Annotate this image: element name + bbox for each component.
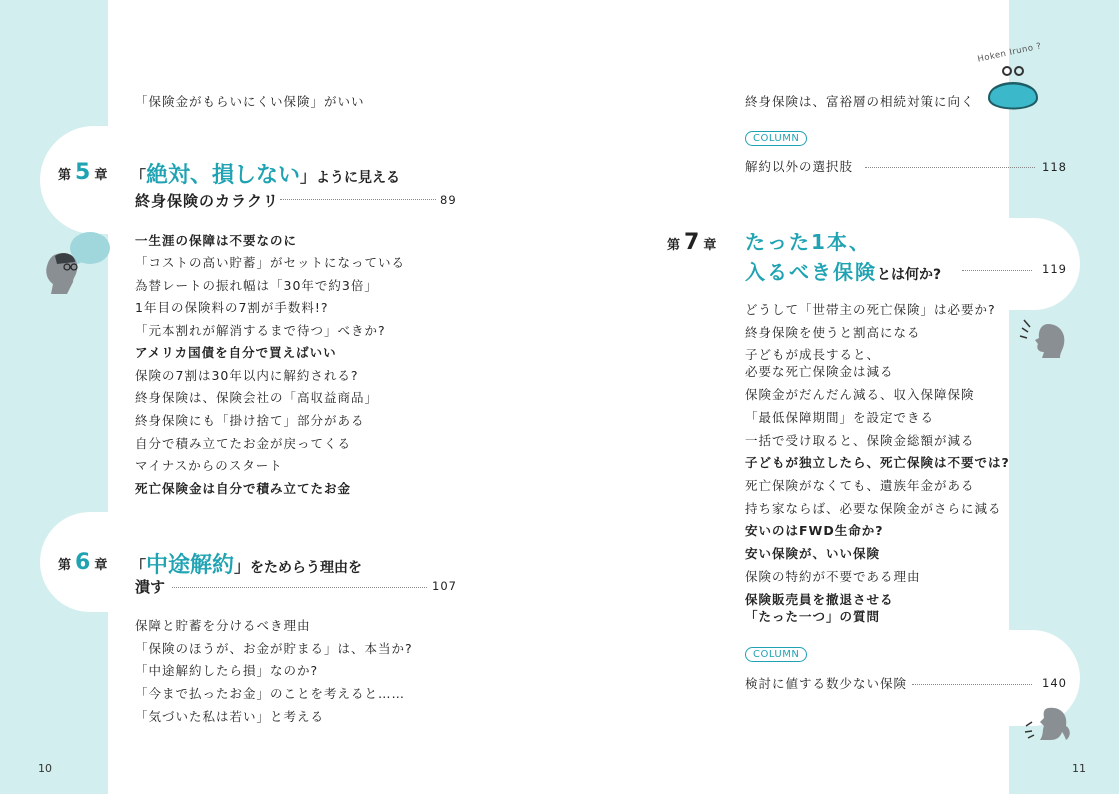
toc-item: 死亡保険金は自分で積み立てたお金 — [135, 481, 352, 496]
column1-title: 解約以外の選択肢 — [745, 159, 854, 174]
toc-item: 必要な死亡保険金は減る — [745, 364, 894, 379]
toc-item: 保険金がだんだん減る、収入保障保険 — [745, 387, 975, 402]
right-top-line: 終身保険は、富裕層の相続対策に向く — [745, 94, 975, 109]
chapter-number: 5 — [75, 160, 91, 185]
title-highlight: 絶対、損しない — [146, 163, 301, 188]
chapter7-label — [667, 230, 716, 255]
leader-dots — [912, 684, 1032, 685]
chapter-number: 6 — [75, 550, 91, 575]
title-rest: をためらう理由を — [250, 560, 363, 576]
title-quote-open: 「 — [130, 557, 147, 576]
column2-page: 140 — [1042, 676, 1067, 690]
toc-item: 保障と貯蓄を分けるべき理由 — [135, 618, 311, 633]
chapter-number: 7 — [684, 230, 700, 255]
chapter-label-pre: 第 — [58, 168, 72, 183]
toc-item: 安い保険が、いい保険 — [745, 546, 881, 561]
chapter7-title-line1: たった1本、 — [745, 230, 871, 254]
toc-item: 終身保険は、保険会社の「高収益商品」 — [135, 390, 379, 405]
logo-text: Hoken Iruno ? — [976, 41, 1043, 65]
title-quote-close: 」 — [234, 557, 251, 576]
toc-item: 安いのはFWD生命か? — [745, 523, 884, 538]
chapter-label-pre: 第 — [667, 238, 681, 253]
toc-item: 為替レートの振れ幅は「30年で約3倍」 — [135, 278, 378, 293]
chapter-label-post: 章 — [94, 168, 108, 183]
toc-item: 保険販売員を撤退させる — [745, 592, 894, 607]
toc-item: 子どもが独立したら、死亡保険は不要では? — [745, 455, 1010, 470]
person-ponytail-icon — [1022, 700, 1072, 746]
chapter6-page: 107 — [432, 579, 457, 593]
toc-item: 「今まで払ったお金」のことを考えると…… — [135, 686, 406, 701]
title-rest: ように見える — [316, 170, 401, 186]
title-quote-close: 」 — [300, 167, 317, 186]
chapter6-title — [130, 548, 362, 579]
toc-item: 「保険のほうが、お金が貯まる」は、本当か? — [135, 641, 413, 656]
leader-dots — [280, 199, 436, 200]
toc-item: 保険の特約が不要である理由 — [745, 569, 921, 584]
column1-page: 118 — [1042, 160, 1067, 174]
leader-dots — [865, 167, 1035, 168]
title-quote-open: 「 — [130, 167, 147, 186]
chapter7-title-line2 — [745, 256, 941, 285]
toc-item: 「コストの高い貯蓄」がセットになっている — [135, 255, 406, 270]
toc-item: 死亡保険がなくても、遺族年金がある — [745, 478, 975, 493]
toc-item: 「最低保障期間」を設定できる — [745, 410, 935, 425]
toc-item: 保険の7割は30年以内に解約される? — [135, 368, 359, 383]
leader-dots — [172, 587, 427, 588]
chapter6-label — [58, 550, 107, 575]
purse-icon — [985, 62, 1041, 116]
chapter7-page: 119 — [1042, 262, 1067, 276]
left-page-number: 10 — [38, 762, 52, 775]
chapter5-title-line2: 終身保険のカラクリ — [135, 192, 280, 210]
toc-item: アメリカ国債を自分で買えばいい — [135, 345, 337, 360]
column-badge: COLUMN — [745, 647, 807, 662]
toc-item: 自分で積み立てたお金が戻ってくる — [135, 436, 352, 451]
toc-item: どうして「世帯主の死亡保険」は必要か? — [745, 302, 996, 317]
toc-item: 終身保険にも「掛け捨て」部分がある — [135, 413, 365, 428]
chapter5-label — [58, 160, 107, 185]
toc-item: 1年目の保険料の7割が手数料!? — [135, 300, 329, 315]
title-rest: とは何か? — [877, 267, 942, 283]
column2-title: 検討に値する数少ない保険 — [745, 676, 908, 691]
toc-item: 「中途解約したら損」なのか? — [135, 663, 319, 678]
toc-item: 「たった一つ」の質問 — [745, 609, 881, 624]
chapter6-title-line2: 潰す — [135, 578, 166, 596]
toc-item: 子どもが成長すると、 — [745, 347, 881, 362]
person-head-right-icon — [1018, 318, 1066, 364]
right-page-number: 11 — [1072, 762, 1086, 775]
leader-dots — [962, 270, 1032, 271]
toc-item: 「元本割れが解消するまで待つ」べきか? — [135, 323, 386, 338]
chapter-label-post: 章 — [94, 558, 108, 573]
title-highlight: 入るべき保険 — [745, 260, 877, 284]
toc-item: 「気づいた私は若い」と考える — [135, 709, 325, 724]
toc-item: 持ち家ならば、必要な保険金がさらに減る — [745, 501, 1002, 516]
toc-item: 一生涯の保障は不要なのに — [135, 233, 298, 248]
chapter5-page: 89 — [440, 193, 457, 207]
chapter-label-pre: 第 — [58, 558, 72, 573]
toc-item: マイナスからのスタート — [135, 458, 283, 473]
person-head-icon — [45, 250, 79, 296]
toc-item: 一括で受け取ると、保険金総額が減る — [745, 433, 975, 448]
toc-item: 終身保険を使うと割高になる — [745, 325, 921, 340]
column-badge: COLUMN — [745, 131, 807, 146]
left-top-line: 「保険金がもらいにくい保険」がいい — [135, 94, 365, 109]
left-margin-band — [0, 0, 108, 794]
chapter-label-post: 章 — [703, 238, 717, 253]
chapter5-title — [130, 158, 400, 189]
title-highlight: 中途解約 — [146, 553, 235, 578]
